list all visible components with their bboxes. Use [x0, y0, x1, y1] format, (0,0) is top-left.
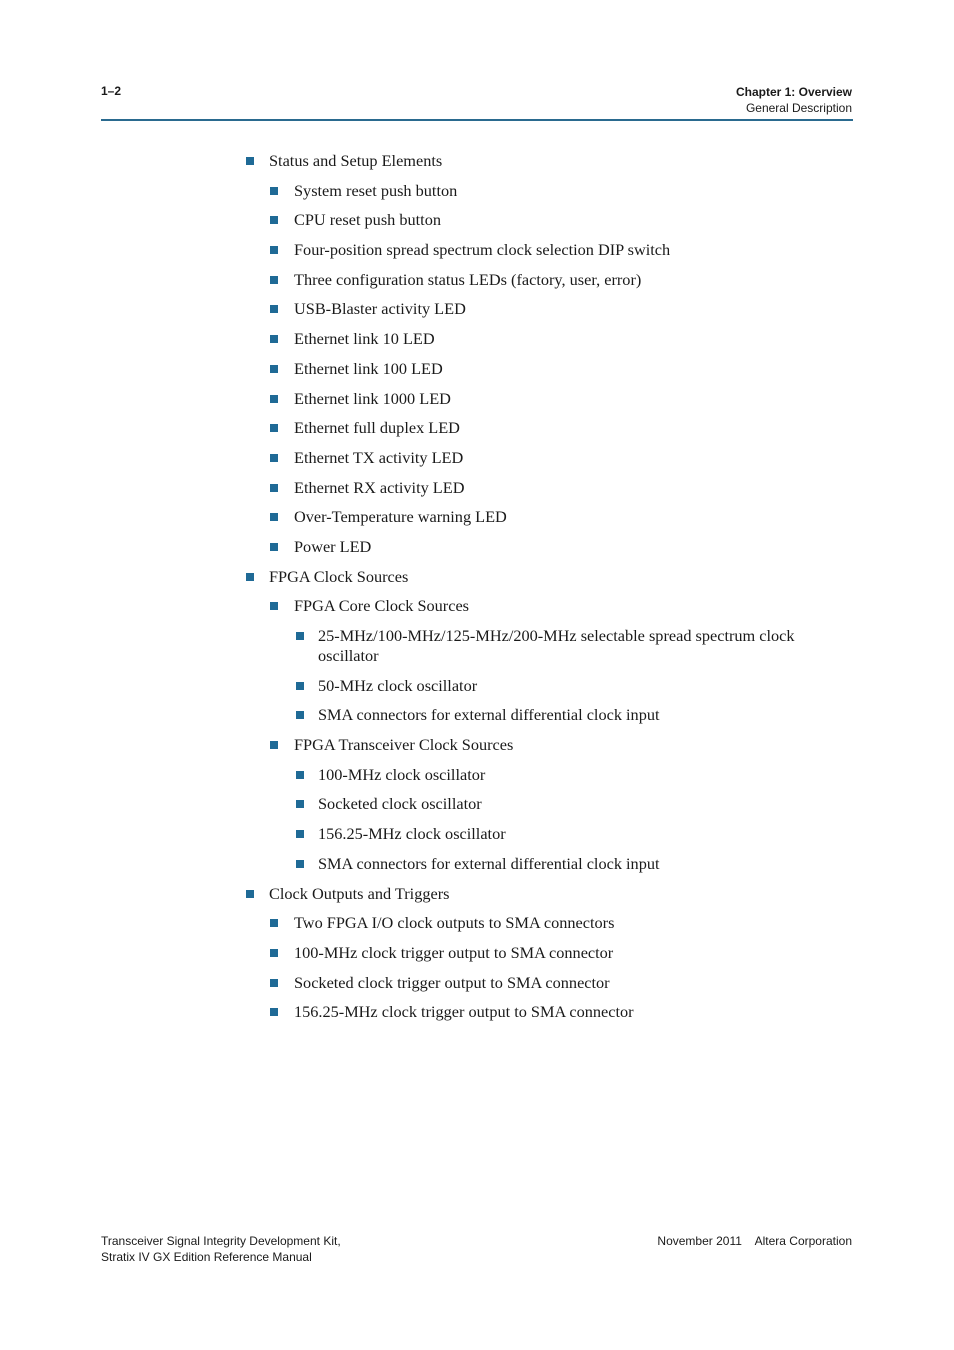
list-item — [0, 181, 954, 201]
list-item-text: 156.25-MHz clock oscillator — [318, 824, 506, 844]
list-item — [0, 973, 954, 993]
bullet-list — [0, 151, 954, 1032]
footer-document-title — [101, 1233, 341, 1265]
bullet-square-icon — [270, 949, 278, 957]
list-item — [0, 478, 954, 498]
list-item — [0, 567, 954, 587]
list-item — [0, 359, 954, 379]
list-item — [0, 854, 848, 874]
list-item-text: 25-MHz/100-MHz/125-MHz/200-MHz selectable spread spectrum clock oscillator — [318, 626, 795, 665]
list-item-text: 100-MHz clock trigger output to SMA connector — [294, 942, 614, 962]
list-item-text: System reset push button — [294, 180, 458, 200]
list-item — [0, 596, 954, 616]
bullet-square-icon — [296, 771, 304, 779]
footer-date: November 2011 — [657, 1234, 742, 1248]
list-item-text: Power LED — [294, 536, 372, 556]
list-item — [0, 765, 848, 785]
list-item — [0, 270, 954, 290]
list-item-text: Three configuration status LEDs (factory, user, error) — [294, 269, 642, 289]
list-item — [0, 943, 954, 963]
list-item-text: 50-MHz clock oscillator — [318, 675, 478, 695]
list-item — [0, 735, 954, 755]
list-item — [0, 705, 848, 725]
running-header — [736, 84, 852, 116]
bullet-square-icon — [270, 513, 278, 521]
list-item — [0, 1002, 954, 1022]
bullet-square-icon — [296, 800, 304, 808]
list-item — [0, 151, 954, 171]
list-item-text: Ethernet link 100 LED — [294, 358, 443, 378]
list-item-text: FPGA Core Clock Sources — [294, 596, 470, 616]
bullet-square-icon — [270, 543, 278, 551]
list-item — [0, 537, 954, 557]
list-item — [0, 418, 954, 438]
bullet-square-icon — [270, 602, 278, 610]
footer-title-line-2: Stratix IV GX Edition Reference Manual — [101, 1250, 312, 1264]
section-title: General Description — [745, 101, 852, 115]
bullet-square-icon — [270, 741, 278, 749]
bullet-square-icon — [246, 573, 254, 581]
list-item — [0, 389, 954, 409]
bullet-square-icon — [270, 335, 278, 343]
bullet-square-icon — [270, 276, 278, 284]
list-item-text: USB-Blaster activity LED — [294, 299, 466, 319]
bullet-square-icon — [296, 682, 304, 690]
bullet-square-icon — [270, 395, 278, 403]
bullet-square-icon — [246, 890, 254, 898]
chapter-title: Chapter 1: Overview — [735, 85, 852, 99]
list-item-text: Ethernet link 1000 LED — [294, 388, 451, 408]
list-item-text: Four-position spread spectrum clock selection DIP switch — [294, 240, 671, 260]
list-item — [0, 824, 848, 844]
list-item — [0, 448, 954, 468]
list-item — [0, 507, 954, 527]
list-item-text: 100-MHz clock oscillator — [318, 764, 486, 784]
header-rule — [101, 119, 853, 121]
bullet-square-icon — [246, 157, 254, 165]
footer-title-line-1: Transceiver Signal Integrity Development Kit, — [101, 1234, 341, 1248]
bullet-square-icon — [296, 830, 304, 838]
list-item-text: CPU reset push button — [294, 210, 441, 230]
bullet-square-icon — [296, 860, 304, 868]
list-item-text: Ethernet TX activity LED — [294, 447, 464, 467]
list-item — [0, 299, 954, 319]
list-item-text: FPGA Transceiver Clock Sources — [294, 735, 514, 755]
bullet-square-icon — [270, 484, 278, 492]
bullet-square-icon — [270, 216, 278, 224]
bullet-square-icon — [296, 711, 304, 719]
list-item — [0, 676, 848, 696]
list-item — [0, 913, 954, 933]
list-item — [0, 329, 954, 349]
list-item-text: Ethernet full duplex LED — [294, 418, 460, 438]
list-item-text: Status and Setup Elements — [269, 151, 443, 170]
bullet-square-icon — [270, 979, 278, 987]
list-item-text: Socketed clock trigger output to SMA connector — [294, 972, 610, 992]
list-item-text: FPGA Clock Sources — [269, 566, 409, 586]
bullet-square-icon — [270, 246, 278, 254]
bullet-square-icon — [270, 919, 278, 927]
list-item-text: Ethernet link 10 LED — [294, 329, 435, 349]
list-item-text: Over-Temperature warning LED — [294, 507, 507, 527]
bullet-square-icon — [270, 305, 278, 313]
bullet-square-icon — [270, 454, 278, 462]
footer-publication — [657, 1233, 852, 1249]
list-item-text: Socketed clock oscillator — [318, 794, 482, 814]
list-item-text: SMA connectors for external differential clock input — [318, 705, 660, 725]
footer-company: Altera Corporation — [754, 1234, 852, 1248]
list-item-text: Two FPGA I/O clock outputs to SMA connectors — [294, 913, 615, 933]
list-item-text: Ethernet RX activity LED — [294, 477, 465, 497]
list-item — [0, 884, 954, 904]
list-item — [0, 794, 848, 814]
list-item-text: 156.25-MHz clock trigger output to SMA connector — [294, 1002, 634, 1022]
list-item-text: Clock Outputs and Triggers — [269, 883, 450, 903]
bullet-square-icon — [270, 1008, 278, 1016]
list-item — [0, 210, 954, 230]
bullet-square-icon — [270, 365, 278, 373]
page-number: 1–2 — [101, 84, 122, 98]
bullet-square-icon — [270, 424, 278, 432]
bullet-square-icon — [296, 632, 304, 640]
list-item — [0, 626, 848, 666]
list-item — [0, 240, 954, 260]
bullet-square-icon — [270, 187, 278, 195]
list-item-text: SMA connectors for external differential clock input — [318, 853, 660, 873]
